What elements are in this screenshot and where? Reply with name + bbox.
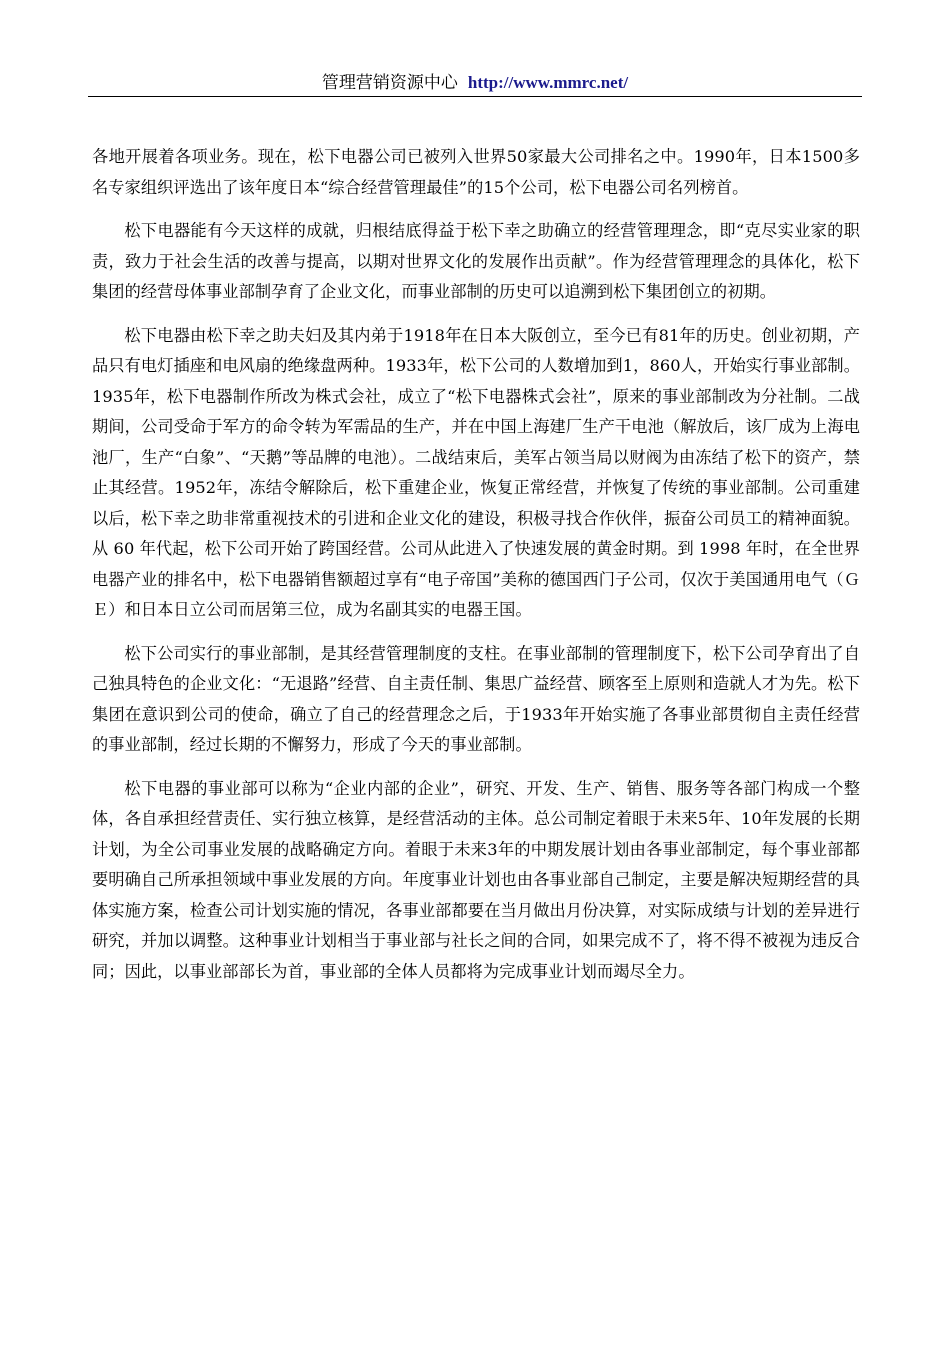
document-body (92, 142, 860, 1000)
page-header (88, 70, 862, 96)
header-site-name: 管理营销资源中心 (321, 73, 458, 93)
paragraph-continuation: 各地开展着各项业务。现在，松下电器公司已被列入世界50家最大公司排名之中。1990年，日本1500多名专家组织评选出了该年度日本“综合经营管理最佳”的15个公司，松下电器公司名列榜首。 (92, 147, 860, 197)
header-url-link[interactable]: http://www.mmrc.net/ (467, 73, 629, 92)
paragraph: 松下电器能有今天这样的成就，归根结底得益于松下幸之助确立的经营管理理念，即“克尽实业家的职责，致力于社会生活的改善与提高，以期对世界文化的发展作出贡献”。作为经营管理理念的具体化，松下集团的经营母体事业部制孕育了企业文化，而事业部制的历史可以追溯到松下集团创立的初期。 (92, 221, 860, 301)
header-divider (88, 96, 862, 97)
paragraph: 松下公司实行的事业部制，是其经营管理制度的支柱。在事业部制的管理制度下，松下公司孕育出了自己独具特色的企业文化：“无退路”经营、自主责任制、集思广益经营、顾客至上原则和造就人才为先。松下集团在意识到公司的使命，确立了自己的经营理念之后，于1933年开始实施了各事业部贯彻自主责任经营的事业部制，经过长期的不懈努力，形成了今天的事业部制。 (92, 643, 860, 754)
paragraph: 松下电器的事业部可以称为“企业内部的企业”，研究、开发、生产、销售、服务等各部门构成一个整体，各自承担经营责任、实行独立核算，是经营活动的主体。总公司制定着眼于未来5年、10年发展的长期计划，为全公司事业发展的战略确定方向。着眼于未来3年的中期发展计划由各事业部制定，每个事业部都要明确自己所承担领域中事业发展的方向。年度事业计划也由各事业部自己制定，主要是解决短期经营的具体实施方案，检查公司计划实施的情况，各事业部都要在当月做出月份决算，对实际成绩与计划的差异进行研究，并加以调整。这种事业计划相当于事业部与社长之间的合同，如果完成不了，将不得不被视为违反合同；因此，以事业部部长为首，事业部的全体人员都将为完成事业计划而竭尽全力。 (92, 778, 860, 981)
paragraph: 松下电器由松下幸之助夫妇及其内弟于1918年在日本大阪创立，至今已有81年的历史。创业初期，产品只有电灯插座和电风扇的绝缘盘两种。1933年，松下公司的人数增加到1，860人，开始实行事业部制。1935年，松下电器制作所改为株式会社，成立了“松下电器株式会社”，原来的事业部制改为分社制。二战期间，公司受命于军方的命令转为军需品的生产，并在中国上海建厂生产干电池（解放后，该厂成为上海电池厂，生产“白象”、“天鹅”等品牌的电池）。二战结束后，美军占领当局以财阀为由冻结了松下的资产，禁止其经营。1952年，冻结令解除后，松下重建企业，恢复正常经营，并恢复了传统的事业部制。公司重建以后，松下幸之助非常重视技术的引进和企业文化的建设，积极寻找合作伙伴，振奋公司员工的精神面貌。从 60 年代起，松下公司开始了跨国经营。公司从此进入了快速发展的黄金时期。到 1998 年时，在全世界电器产业的排名中，松下电器销售额超过享有“电子帝国”美称的德国西门子公司，仅次于美国通用电气（ＧＥ）和日本日立公司而居第三位，成为名副其实的电器王国。 (92, 325, 860, 619)
